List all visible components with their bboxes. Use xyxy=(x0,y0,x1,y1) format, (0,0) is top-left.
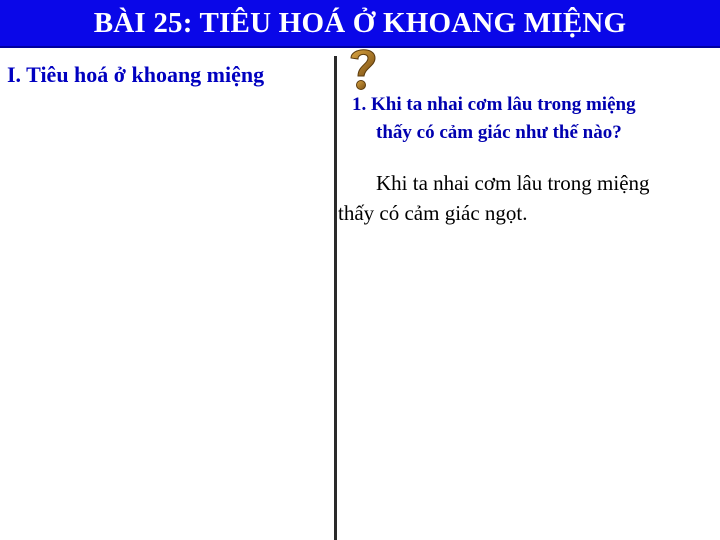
answer-text xyxy=(338,168,718,228)
answer-line-1: Khi ta nhai cơm lâu trong miệng xyxy=(376,171,650,195)
vertical-divider xyxy=(334,56,337,540)
answer-line-2: thấy có cảm giác ngọt. xyxy=(338,201,528,225)
slide-title: BÀI 25: TIÊU HOÁ Ở KHOANG MIỆNG xyxy=(93,6,627,39)
section-heading: I. Tiêu hoá ở khoang miệng xyxy=(7,62,265,87)
question-line-1: 1. Khi ta nhai cơm lâu trong miệng xyxy=(352,94,636,115)
question-line-2: thấy có cảm giác như thế nào? xyxy=(376,122,622,143)
question-text xyxy=(352,91,717,147)
title-bar xyxy=(0,0,720,48)
question-mark-icon xyxy=(343,44,383,94)
